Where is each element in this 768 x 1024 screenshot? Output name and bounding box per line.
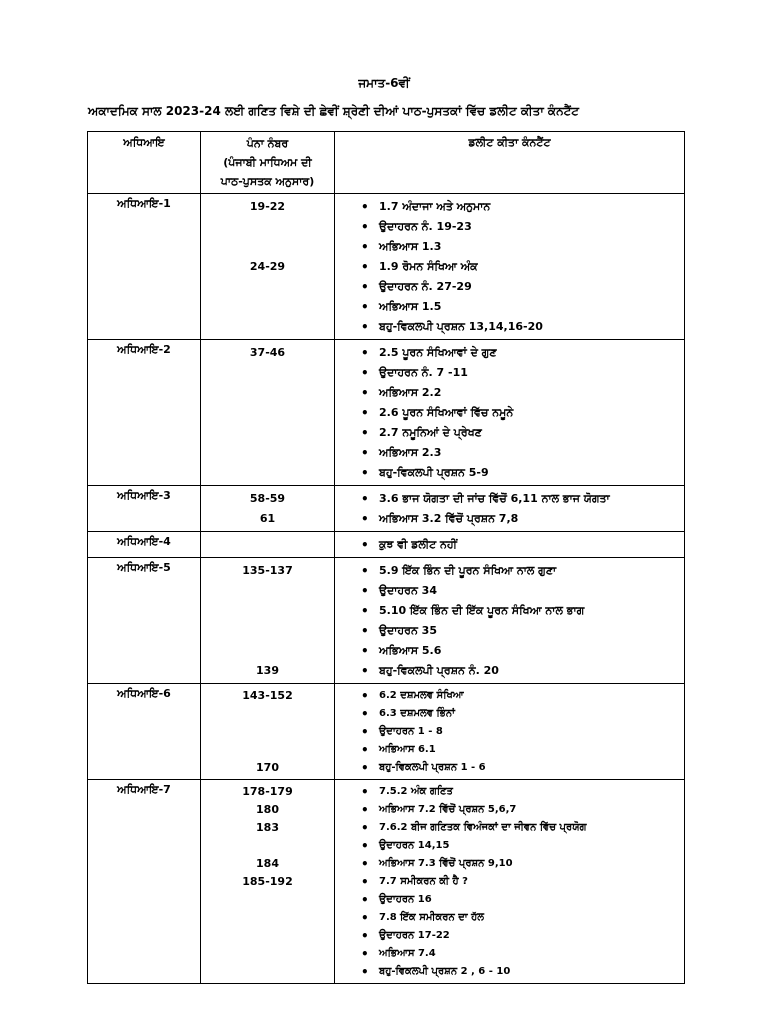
deleted-content-list bbox=[335, 532, 684, 557]
page-number: 143-152 bbox=[242, 689, 293, 702]
list-item: • ਅਭਿਆਸ 7.2 ਵਿੱਚੋਂ ਪ੍ਰਸ਼ਨ 5,6,7 bbox=[379, 801, 684, 819]
page-number: 184 bbox=[256, 857, 279, 870]
page-number: 24-29 bbox=[249, 260, 286, 273]
list-item: • 6.3 ਦਸ਼ਮਲਵ ਭਿੰਨਾਂ bbox=[379, 705, 684, 723]
list-item: • 7.5.2 ਅੰਕ ਗਣਿਤ bbox=[379, 783, 684, 801]
list-item: • ਬਹੁ-ਵਿਕਲਪੀ ਪ੍ਰਸ਼ਨ 2 , 6 - 10 bbox=[379, 963, 684, 981]
page-number bbox=[201, 741, 334, 759]
page-number bbox=[201, 237, 334, 257]
list-item: • 2.7 ਨਮੂਨਿਆਂ ਦੇ ਪ੍ਰੇਖਣ bbox=[379, 423, 684, 443]
page-number: 61 bbox=[259, 512, 276, 525]
chapter-cell: ਅਧਿਆਇ-2 bbox=[88, 340, 201, 486]
deleted-content-table bbox=[87, 131, 685, 984]
chapter-cell: ਅਧਿਆਇ-4 bbox=[88, 532, 201, 558]
page-number bbox=[201, 463, 334, 483]
list-item: • ਉਦਾਹਰਨ ਨੰ. 19-23 bbox=[379, 217, 684, 237]
page-number bbox=[201, 317, 334, 337]
page-number bbox=[201, 621, 334, 641]
list-item: • ਬਹੁ-ਵਿਕਲਪੀ ਪ੍ਰਸ਼ਨ 5-9 bbox=[379, 463, 684, 483]
header-page-line2: (ਪੰਜਾਬੀ ਮਾਧਿਅਮ ਦੀ bbox=[223, 156, 312, 169]
list-item: • 1.9 ਰੋਮਨ ਸੰਖਿਆ ਅੰਕ bbox=[379, 257, 684, 277]
list-item: • ਉਦਾਹਰਨ ਨੰ. 27-29 bbox=[379, 277, 684, 297]
chapter-cell: ਅਧਿਆਇ-1 bbox=[88, 194, 201, 340]
list-item: • 7.8 ਇੱਕ ਸਮੀਕਰਨ ਦਾ ਹੱਲ bbox=[379, 909, 684, 927]
list-item: • 5.10 ਇੱਕ ਭਿੰਨ ਦੀ ਇੱਕ ਪੂਰਨ ਸੰਖਿਆ ਨਾਲ ਭਾਗ bbox=[379, 601, 684, 621]
page-number bbox=[201, 945, 334, 963]
page-number: 58-59 bbox=[249, 492, 286, 505]
page-number bbox=[201, 297, 334, 317]
header-page-line1: ਪੰਨਾ ਨੰਬਰ bbox=[246, 137, 289, 150]
list-item: • ਉਦਾਹਰਨ 35 bbox=[379, 621, 684, 641]
page-number: 185-192 bbox=[242, 875, 293, 888]
list-item: • ਅਭਿਆਸ 2.2 bbox=[379, 383, 684, 403]
list-item: • 3.6 ਭਾਜ ਯੋਗਤਾ ਦੀ ਜਾਂਚ ਵਿੱਚੋਂ 6,11 ਨਾਲ ਭਾਜ ਯੋਗਤਾ bbox=[379, 489, 684, 509]
page-number bbox=[201, 277, 334, 297]
list-item: • ਉਦਾਹਰਨ 14,15 bbox=[379, 837, 684, 855]
page-number bbox=[201, 403, 334, 423]
list-item: • ਉਦਾਹਰਨ 34 bbox=[379, 581, 684, 601]
deleted-content-list bbox=[335, 684, 684, 779]
page-number: 139 bbox=[256, 664, 279, 677]
header-chapter: ਅਧਿਆਇ bbox=[88, 132, 201, 194]
page-number bbox=[201, 927, 334, 945]
page-number bbox=[201, 535, 334, 555]
page-number: 135-137 bbox=[242, 564, 293, 577]
page-number bbox=[201, 363, 334, 383]
chapter-cell: ਅਧਿਆਇ-7 bbox=[88, 780, 201, 984]
page-number: 178-179 bbox=[242, 785, 293, 798]
list-item: • ਅਭਿਆਸ 7.4 bbox=[379, 945, 684, 963]
list-item: • 7.6.2 ਬੀਜ ਗਣਿਤਕ ਵਿਅੰਜਕਾਂ ਦਾ ਜੀਵਨ ਵਿੱਚ ਪ੍ਰਯੋਗ bbox=[379, 819, 684, 837]
list-item: • ਅਭਿਆਸ 6.1 bbox=[379, 741, 684, 759]
page-number bbox=[201, 641, 334, 661]
page-number-cell bbox=[201, 558, 335, 684]
page-number: 170 bbox=[256, 761, 279, 774]
list-item: • ਉਦਾਹਰਨ 16 bbox=[379, 891, 684, 909]
page-number bbox=[201, 723, 334, 741]
page-number bbox=[201, 705, 334, 723]
page-subtitle: ਅਕਾਦਮਿਕ ਸਾਲ 2023-24 ਲਈ ਗਣਿਤ ਵਿਸ਼ੇ ਦੀ ਛੇਵੀਂ ਸ਼੍ਰੇਣੀ ਦੀਆਂ ਪਾਠ-ਪੁਸਤਕਾਂ ਵਿੱਚ ਡਲੀਟ ਕੀਤਾ ਕੰਨਟੈਂਟ bbox=[88, 104, 579, 118]
page-number bbox=[201, 383, 334, 403]
list-item: • 5.9 ਇੱਕ ਭਿੰਨ ਦੀ ਪੂਰਨ ਸੰਖਿਆ ਨਾਲ ਗੁਣਾ bbox=[379, 561, 684, 581]
page-number: 180 bbox=[256, 803, 279, 816]
list-item: • ਅਭਿਆਸ 7.3 ਵਿੱਚੋਂ ਪ੍ਰਸ਼ਨ 9,10 bbox=[379, 855, 684, 873]
page-number bbox=[201, 601, 334, 621]
page-number bbox=[201, 963, 334, 981]
deleted-content-cell bbox=[335, 340, 685, 486]
page-number-cell bbox=[201, 532, 335, 558]
list-item: • ਉਦਾਹਰਨ ਨੰ. 7 -11 bbox=[379, 363, 684, 383]
table-row bbox=[88, 486, 685, 532]
chapter-cell: ਅਧਿਆਇ-6 bbox=[88, 684, 201, 780]
deleted-content-list bbox=[335, 194, 684, 339]
page-number bbox=[201, 217, 334, 237]
list-item: • ਅਭਿਆਸ 1.5 bbox=[379, 297, 684, 317]
page-number-cell bbox=[201, 780, 335, 984]
page-number-cell bbox=[201, 684, 335, 780]
list-item: • ਬਹੁ-ਵਿਕਲਪੀ ਪ੍ਰਸ਼ਨ 1 - 6 bbox=[379, 759, 684, 777]
deleted-content-list bbox=[335, 486, 684, 531]
page-number-cell bbox=[201, 340, 335, 486]
deleted-content-cell bbox=[335, 532, 685, 558]
deleted-content-cell bbox=[335, 780, 685, 984]
list-item: • 6.2 ਦਸ਼ਮਲਵ ਸੰਖਿਆ bbox=[379, 687, 684, 705]
page-number bbox=[201, 909, 334, 927]
deleted-content-list bbox=[335, 340, 684, 485]
page-number-cell bbox=[201, 194, 335, 340]
header-page-line3: ਪਾਠ-ਪੁਸਤਕ ਅਨੁਸਾਰ) bbox=[220, 175, 315, 188]
header-page-number bbox=[201, 132, 335, 194]
deleted-content-cell bbox=[335, 194, 685, 340]
list-item: • ਅਭਿਆਸ 2.3 bbox=[379, 443, 684, 463]
page-number bbox=[201, 443, 334, 463]
chapter-cell: ਅਧਿਆਇ-3 bbox=[88, 486, 201, 532]
list-item: • ਅਭਿਆਸ 3.2 ਵਿੱਚੋਂ ਪ੍ਰਸ਼ਨ 7,8 bbox=[379, 509, 684, 529]
list-item: • ਬਹੁ-ਵਿਕਲਪੀ ਪ੍ਰਸ਼ਨ 13,14,16-20 bbox=[379, 317, 684, 337]
list-item: • 2.5 ਪੂਰਨ ਸੰਖਿਆਵਾਂ ਦੇ ਗੁਣ bbox=[379, 343, 684, 363]
deleted-content-cell bbox=[335, 486, 685, 532]
list-item: • ਅਭਿਆਸ 5.6 bbox=[379, 641, 684, 661]
table-row bbox=[88, 532, 685, 558]
page-title: ਜਮਾਤ-6ਵੀਂ bbox=[358, 76, 410, 90]
list-item: • 2.6 ਪੂਰਨ ਸੰਖਿਆਵਾਂ ਵਿੱਚ ਨਮੂਨੇ bbox=[379, 403, 684, 423]
table-row bbox=[88, 194, 685, 340]
list-item: • 7.7 ਸਮੀਕਰਨ ਕੀ ਹੈ ? bbox=[379, 873, 684, 891]
table-row bbox=[88, 684, 685, 780]
page-number: 19-22 bbox=[249, 200, 286, 213]
table-header-row bbox=[88, 132, 685, 194]
list-item: • ਉਦਾਹਰਨ 17-22 bbox=[379, 927, 684, 945]
header-deleted-content: ਡਲੀਟ ਕੀਤਾ ਕੰਨਟੈਂਟ bbox=[335, 132, 685, 194]
page-number: 37-46 bbox=[249, 346, 286, 359]
deleted-content-cell bbox=[335, 558, 685, 684]
list-item: • 1.7 ਅੰਦਾਜਾ ਅਤੇ ਅਨੁਮਾਨ bbox=[379, 197, 684, 217]
page-number bbox=[201, 581, 334, 601]
list-item: • ਕੁਝ ਵੀ ਡਲੀਟ ਨਹੀਂ bbox=[379, 535, 684, 555]
deleted-content-list bbox=[335, 780, 684, 983]
list-item: • ਬਹੁ-ਵਿਕਲਪੀ ਪ੍ਰਸ਼ਨ ਨੰ. 20 bbox=[379, 661, 684, 681]
page-number-cell bbox=[201, 486, 335, 532]
page-number bbox=[201, 837, 334, 855]
table-row bbox=[88, 558, 685, 684]
list-item: • ਉਦਾਹਰਨ 1 - 8 bbox=[379, 723, 684, 741]
list-item: • ਅਭਿਆਸ 1.3 bbox=[379, 237, 684, 257]
table-row bbox=[88, 340, 685, 486]
chapter-cell: ਅਧਿਆਇ-5 bbox=[88, 558, 201, 684]
page-number bbox=[201, 891, 334, 909]
page-number: 183 bbox=[256, 821, 279, 834]
page-number bbox=[201, 423, 334, 443]
table-row bbox=[88, 780, 685, 984]
deleted-content-cell bbox=[335, 684, 685, 780]
deleted-content-list bbox=[335, 558, 684, 683]
